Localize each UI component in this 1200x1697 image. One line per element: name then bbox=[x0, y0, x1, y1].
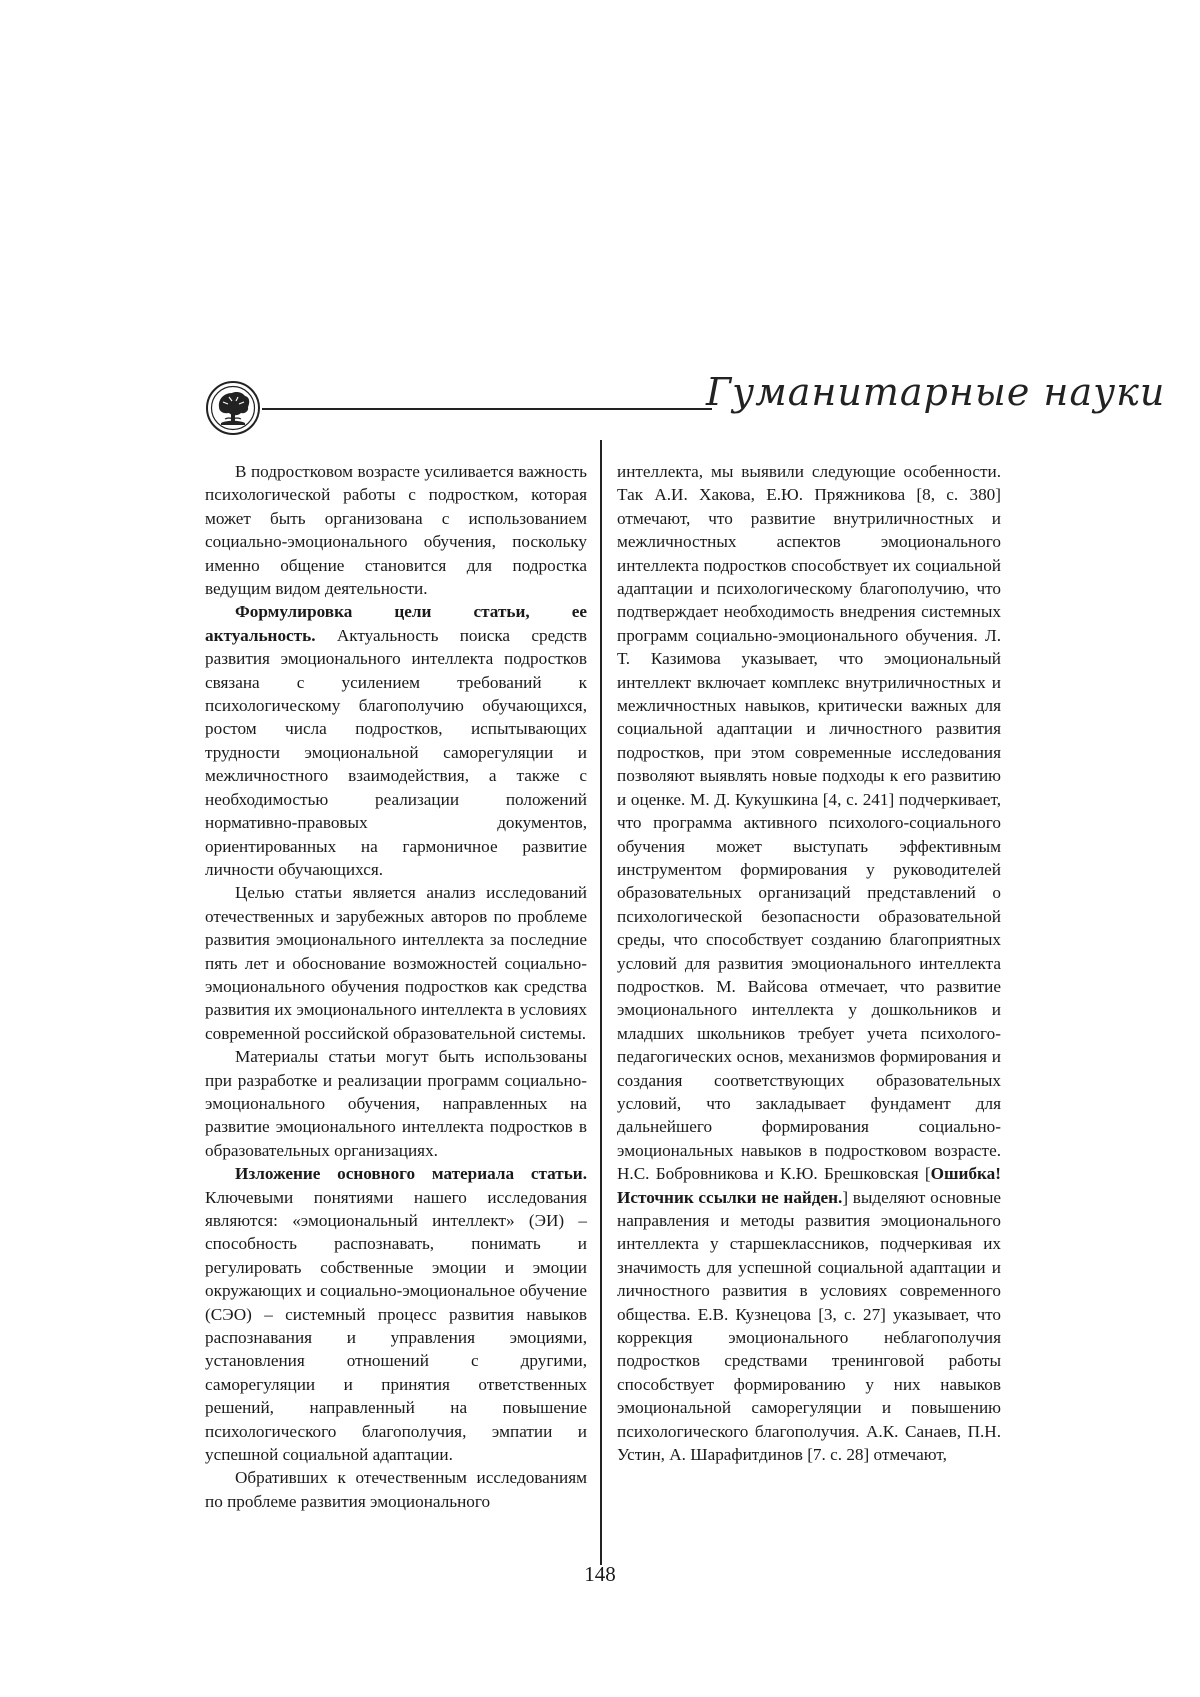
left-column bbox=[205, 460, 587, 1513]
header-rule bbox=[262, 408, 712, 410]
page-number: 148 bbox=[584, 1562, 616, 1586]
tree-emblem-icon bbox=[205, 380, 261, 436]
right-column bbox=[617, 460, 1001, 1466]
paragraph-review-start: Обративших к отечественным исследованиям по проблеме развития эмоционального bbox=[205, 1468, 587, 1511]
relevance-text: Актуальность поиска средств развития эмоционального интеллекта подростков связана с усилением требований к психологическому благополучию обучающихся, ростом числа подростков, испытывающих трудности эмоциональной саморегуляции и межличностного взаимодействия, а также с необходимостью реализации положений нормативно-правовых документов, ориентированных на гармоничное развитие личности обучающихся. bbox=[205, 625, 587, 879]
running-header bbox=[0, 0, 1200, 460]
paragraph-goal: Целью статьи является анализ исследований отечественных и зарубежных авторов по проблеме развития эмоционального интеллекта за последние пять лет и обоснование возможностей социально-эмоционального обучения подростков как средства развития их эмоционального интеллекта в условиях современной российской образовательной системы. bbox=[205, 883, 587, 1043]
paragraph-materials: Материалы статьи могут быть использованы при разработке и реализации программ социально-эмоционального обучения, направленных на развитие эмоционального интеллекта подростков в образовательных организациях. bbox=[205, 1047, 587, 1160]
section-title: Гуманитарные науки bbox=[706, 370, 1166, 414]
column-divider bbox=[600, 440, 602, 1565]
review-text-part1: интеллекта, мы выявили следующие особенности. Так А.И. Хакова, Е.Ю. Пряжникова [8, с. 380] отмечают, что развитие внутриличностных и межличностных аспектов эмоционального интеллекта подростков способствует их социальной адаптации и психологическому благополучию, что подтверждает необходимость внедрения системных программ социально-эмоционального обучения. Л. Т. Казимова указывает, что эмоциональный интеллект включает комплекс внутриличностных и межличностных навыков, критически важных для социальной адаптации и личностного развития подростков, при этом современные исследования позволяют выявлять новые подходы к его развитию и оценке. М. Д. Кукушкина [4, с. 241] подчеркивает, что программа активного психолого-социального обучения может выступать эффективным инструментом формирования у руководителей образовательных организаций представлений о психологической безопасности образовательной среды, что способствует созданию благоприятных условий для развития эмоционального интеллекта подростков. М. Вайсова отмечает, что развитие эмоционального интеллекта у дошкольников и младших школьников требует учета психолого-педагогических основ, механизмов формирования и создания соответствующих образовательных условий, что закладывает фундамент для дальнейшего формирования социально-эмоциональных навыков в подростковом возрасте. Н.С. Бобровникова и К.Ю. Брешковская [ bbox=[617, 462, 1001, 1184]
paragraph-main bbox=[205, 1162, 587, 1466]
paragraph-relevance bbox=[205, 600, 587, 881]
relevance-heading: Формулировка цели статьи, ее актуальность. bbox=[205, 602, 587, 645]
review-text-part2: ] выделяют основные направления и методы развития эмоционального интеллекта у старшеклассников, подчеркивая их значимость для успешной социальной адаптации и личностного развития в условиях современного общества. Е.В. Кузнецова [3, с. 27] указывает, что коррекция эмоционального неблагополучия подростков средствами тренинговой работы способствует формированию у них навыков эмоциональной саморегуляции и повышению психологического благополучия. А.К. Санаев, П.Н. Устин, А. Шарафитдинов [7. с. 28] отмечают, bbox=[617, 1187, 1001, 1465]
paragraph-review bbox=[617, 460, 1001, 1466]
reference-error: Ошибка! Источник ссылки не найден. bbox=[617, 1164, 1001, 1207]
main-heading: Изложение основного материала статьи. bbox=[235, 1164, 587, 1184]
paragraph-intro: В подростковом возрасте усиливается важность психологической работы с подростком, которая может быть организована с использованием социально-эмоционального обучения, поскольку именно общение становится для подростка ведущим видом деятельности. bbox=[205, 462, 587, 599]
main-text: Ключевыми понятиями нашего исследования являются: «эмоциональный интеллект» (ЭИ) – способность распознавать, понимать и регулировать собственные эмоции и эмоции окружающих и социально-эмоциональное обучение (СЭО) – системный процесс развития навыков распознавания и управления эмоциями, установления отношений с другими, саморегуляции и принятия ответственных решений, направленный на повышение психологического благополучия, эмпатии и успешной социальной адаптации. bbox=[205, 1187, 587, 1465]
